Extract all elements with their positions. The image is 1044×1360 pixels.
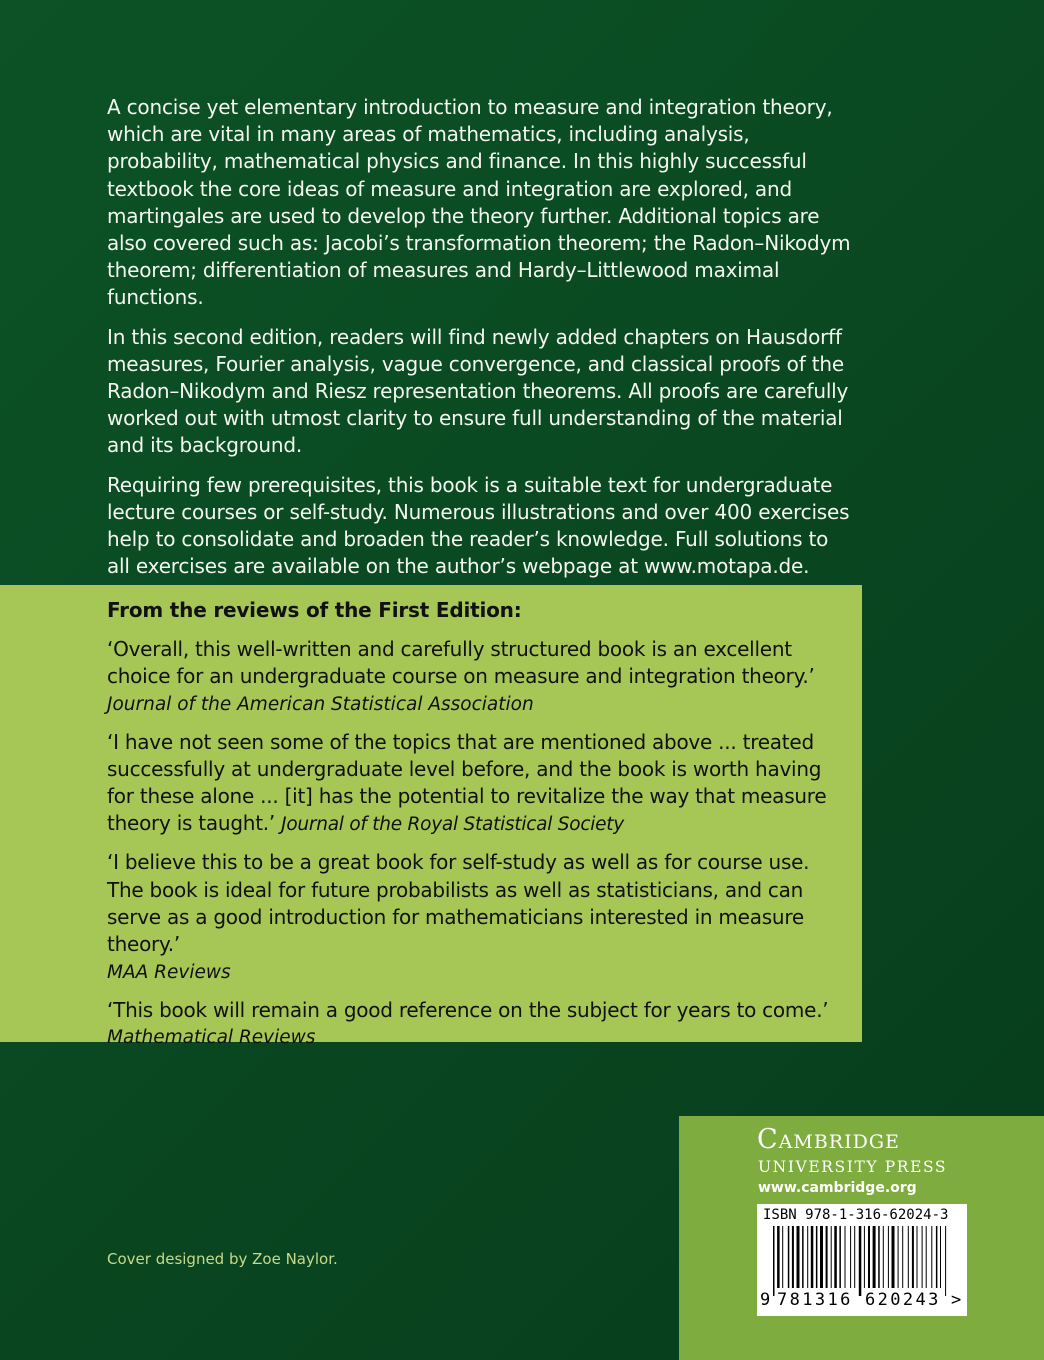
publisher-subname: UNIVERSITY PRESS (758, 1158, 948, 1176)
description (107, 94, 857, 592)
barcode (757, 1204, 967, 1316)
barcode-bar (912, 1226, 914, 1288)
publisher-name: Cambridge (757, 1124, 900, 1155)
review-source: Mathematical Reviews (107, 1026, 316, 1048)
cover-credit: Cover designed by Zoe Naylor. (107, 1250, 338, 1268)
barcode-bar (850, 1226, 851, 1288)
barcode-bar (845, 1226, 846, 1288)
barcode-right-digits: 620243 (865, 1290, 941, 1310)
barcode-bar (926, 1226, 927, 1288)
barcode-bar (898, 1226, 899, 1288)
description-paragraph: A concise yet elementary introduction to measure and integration theory, which are vital in many areas of mathematics, including analysis, probability, mathematical physics and finance. In this highly successful textbook the core ideas of measure and integration are explored, and martingales are used to develop the theory further. Additional topics are also covered such as: Jacobi’s transformation theorem; the Radon–Nikodym theorem; differentiation of measures and Hardy–Littlewood maximal functions. (107, 95, 851, 310)
review-quote: ‘This book will remain a good reference on the subject for years to come.’ (107, 997, 829, 1022)
barcode-bar (888, 1226, 889, 1288)
review-item (107, 849, 838, 985)
barcode-bar (931, 1226, 932, 1288)
review-quote-text: ‘I have not seen some of the topics that are mentioned above ... treated successfully at undergraduate level before, and the book is worth having for these alone ... [it] has the potential to revitalize the way that measure theory is taught.’ (107, 729, 827, 836)
barcode-bar (782, 1226, 783, 1288)
barcode-bar (839, 1226, 841, 1288)
barcode-bar (917, 1226, 918, 1288)
review-source: MAA Reviews (107, 961, 231, 983)
barcode-bar (834, 1226, 837, 1288)
barcode-bar (788, 1226, 790, 1288)
barcode-bar (777, 1226, 780, 1288)
barcode-bar (883, 1226, 884, 1288)
publisher-panel (679, 1116, 1044, 1360)
review-item (107, 729, 838, 839)
barcode-bar (892, 1226, 895, 1288)
barcode-quiet-mark: > (951, 1290, 962, 1310)
reviews-panel (0, 585, 862, 1048)
barcode-bar (854, 1226, 855, 1288)
review-source: Journal of the American Statistical Association (107, 693, 534, 715)
barcode-bar (820, 1226, 823, 1288)
reviews-heading: From the reviews of the First Edition: (107, 598, 522, 622)
barcode-bar (864, 1226, 865, 1288)
description-paragraph: Requiring few prerequisites, this book is a suitable text for undergraduate lecture courses or self-study. Numerous illustrations and over 400 exercises help to consolidate and broaden the reader’s knowledge. Full solutions to all exercises are available on the author’s webpage at www.motapa.de. (107, 472, 850, 579)
barcode-bar (831, 1226, 832, 1288)
description-paragraph: In this second edition, readers will find newly added chapters on Hausdorff measures, Fourier analysis, vague convergence, and classical proofs of the Radon–Nikodym and Riesz representation theorems. All proofs are carefully worked out with utmost clarity to ensure full understanding of the material and its background. (107, 324, 849, 458)
review-quote: ‘I believe this to be a great book for self-study as well as for course use. The book is ideal for future probabilists as well as statisticians, and can serve as a good introduction for mathematicians interested in measure theory.’ (107, 850, 810, 957)
barcode-bar (797, 1226, 800, 1288)
barcode-bar (807, 1226, 808, 1288)
review-quote (107, 729, 838, 839)
review-source: Journal of the Royal Statistical Society (281, 814, 624, 836)
barcode-bar (811, 1226, 814, 1288)
barcode-lead-digit: 9 (760, 1290, 771, 1310)
barcode-bar (902, 1226, 903, 1288)
review-item (107, 997, 838, 1051)
barcode-bar (802, 1226, 804, 1288)
barcode-bar (816, 1226, 818, 1288)
barcode-bar (873, 1226, 876, 1288)
review-quote: ‘Overall, this well-written and carefully structured book is an excellent choice for an undergraduate course on measure and integration theory.’ (107, 637, 815, 689)
barcode-bar (859, 1226, 862, 1296)
isbn-label: ISBN 978-1-316-62024-3 (763, 1207, 949, 1223)
barcode-bar (922, 1226, 923, 1288)
barcode-bar (940, 1226, 941, 1288)
barcode-bar (945, 1226, 946, 1296)
barcode-bar (868, 1226, 870, 1288)
barcode-left-digits: 781316 (777, 1290, 853, 1310)
barcode-bar (936, 1226, 938, 1288)
barcode-bar (908, 1226, 909, 1288)
barcode-bar (792, 1226, 794, 1288)
barcode-bar (878, 1226, 880, 1288)
barcode-bar (826, 1226, 828, 1288)
publisher-url: www.cambridge.org (758, 1180, 917, 1196)
review-item (107, 636, 838, 718)
barcode-bar (773, 1226, 775, 1296)
